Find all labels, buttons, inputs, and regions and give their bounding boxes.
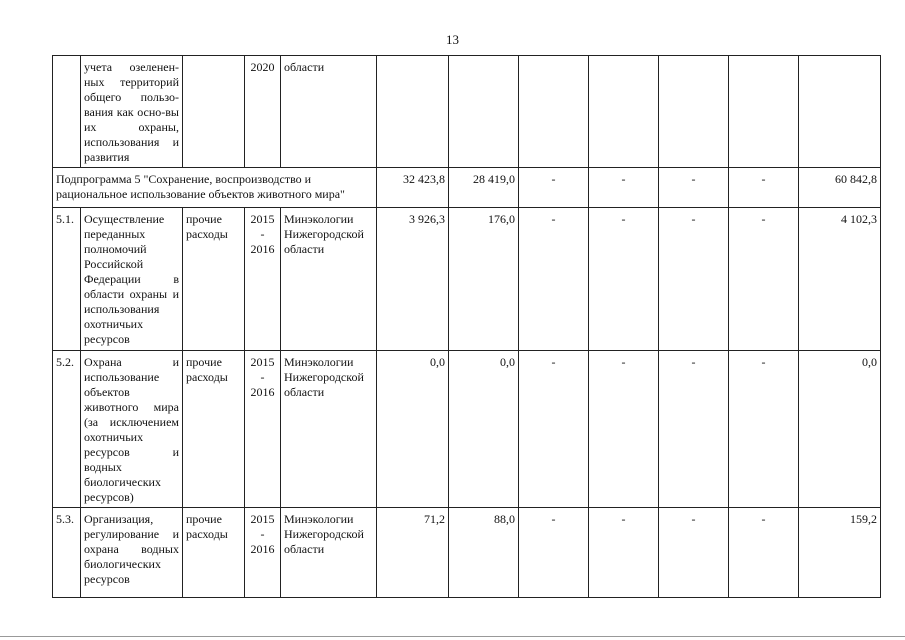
event-name-cell: учета озеленен-ных территорий общего пользо-вания как осно-вы их охраны, использования и развития [81,56,183,168]
value-cell [589,56,659,168]
event-name-cell: Организация, регулирование и охрана водных биологических ресурсов [81,508,183,598]
row-number-cell [53,56,81,168]
value-2015: 71,2 [377,508,449,598]
row-number-cell: 5.3. [53,508,81,598]
value-cell [377,56,449,168]
expense-type-cell: прочие расходы [183,508,245,598]
value-2018: - [589,208,659,351]
total-cell [799,56,881,168]
page-edge-divider [0,636,905,637]
program-table [52,55,881,598]
year-start: 2015 [250,355,275,369]
table-row [53,208,881,351]
expense-type-cell: прочие расходы [183,208,245,351]
value-2018: - [589,351,659,508]
table-row [53,351,881,508]
year-end: 2016 [250,242,275,256]
value-2015: 3 926,3 [377,208,449,351]
executor-cell: Минэкологии Нижегородской области [281,351,377,508]
year-start: 2015 [250,512,275,526]
year-end: 2016 [250,542,275,556]
expense-type-cell: прочие расходы [183,351,245,508]
value-2020: - [729,351,799,508]
value-2017: - [519,351,589,508]
period-cell [245,351,281,508]
value-cell [729,56,799,168]
event-name-cell: Осуществление переданных полномочий Российской Федерации в области охраны и использования охотничьих ресурсов [81,208,183,351]
value-2015: 32 423,8 [377,168,449,208]
value-2019: - [659,168,729,208]
year-start: 2015 [250,212,275,226]
value-2017: - [519,208,589,351]
value-2019: - [659,508,729,598]
subprogram-title: Подпрограмма 5 "Сохранение, воспроизводство и рациональное использование объектов животного мира" [53,168,377,208]
year-end: 2016 [250,385,275,399]
event-name-cell: Охрана и использование объектов животного мира (за исключением охотничьих ресурсов и водных биологических ресурсов) [81,351,183,508]
table-row [53,508,881,598]
row-number-cell: 5.2. [53,351,81,508]
page-number: 13 [446,32,459,47]
year-cell: 2020 [245,56,281,168]
row-number-cell: 5.1. [53,208,81,351]
total-cell: 159,2 [799,508,881,598]
period-cell [245,508,281,598]
value-2019: - [659,208,729,351]
year-separator: - [260,370,265,384]
value-2015: 0,0 [377,351,449,508]
executor-cell: Минэкологии Нижегородской области [281,508,377,598]
value-2017: - [519,508,589,598]
value-2016: 28 419,0 [449,168,519,208]
executor-cell: Минэкологии Нижегородской области [281,208,377,351]
table-row-continuation [53,56,881,168]
total-cell: 4 102,3 [799,208,881,351]
executor-cell: области [281,56,377,168]
value-cell [519,56,589,168]
value-2018: - [589,168,659,208]
value-2019: - [659,351,729,508]
value-2020: - [729,208,799,351]
value-2016: 88,0 [449,508,519,598]
total-cell: 0,0 [799,351,881,508]
subprogram-row [53,168,881,208]
total-cell: 60 842,8 [799,168,881,208]
value-cell [659,56,729,168]
value-2020: - [729,168,799,208]
year-separator: - [260,227,265,241]
value-2017: - [519,168,589,208]
value-2016: 176,0 [449,208,519,351]
expense-type-cell [183,56,245,168]
value-2020: - [729,508,799,598]
period-cell [245,208,281,351]
value-cell [449,56,519,168]
value-2018: - [589,508,659,598]
year-separator: - [260,527,265,541]
value-2016: 0,0 [449,351,519,508]
